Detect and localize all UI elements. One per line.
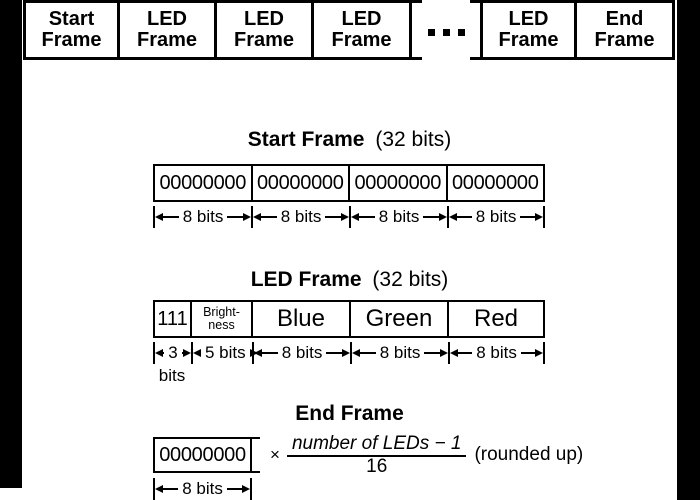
led-frame-blue-cell: Blue bbox=[253, 302, 351, 336]
arrowhead-right-icon bbox=[342, 349, 350, 357]
bit-width-label: 8 bits bbox=[182, 479, 223, 498]
frame-box-label: LED bbox=[147, 8, 187, 30]
start-frame-byte-2: 00000000 bbox=[253, 166, 351, 200]
arrowhead-left-icon bbox=[449, 213, 457, 221]
arrowhead-left-icon bbox=[155, 349, 163, 357]
dimension-arrow bbox=[448, 342, 545, 364]
arrowhead-left-icon bbox=[155, 213, 163, 221]
end-frame-bit-width-arrow bbox=[153, 478, 252, 500]
frame-box-label: Frame bbox=[498, 29, 559, 51]
frame-box-led-3 bbox=[311, 0, 412, 60]
start-frame-byte-4: 00000000 bbox=[451, 171, 539, 194]
arrowhead-left-icon bbox=[450, 349, 458, 357]
bit-width-label: 8 bits bbox=[476, 343, 517, 362]
bit-width-label: 8 bits bbox=[280, 207, 322, 226]
arrowhead-left-icon bbox=[253, 213, 261, 221]
arrowhead-left-icon bbox=[193, 349, 201, 357]
arrowhead-right-icon bbox=[242, 485, 250, 493]
arrowhead-right-icon bbox=[243, 213, 251, 221]
arrowhead-left-icon bbox=[254, 349, 262, 357]
end-frame-title-text: End Frame bbox=[295, 402, 404, 425]
start-frame-table bbox=[153, 164, 545, 202]
frame-box-label: LED bbox=[341, 8, 382, 30]
start-frame-byte-1: 00000000 bbox=[155, 166, 253, 200]
dimension-arrow bbox=[251, 206, 349, 228]
brightness-label: Bright- bbox=[203, 305, 240, 319]
led-frame-red-cell: Red bbox=[473, 305, 519, 332]
ellipsis-icon bbox=[422, 29, 470, 36]
led-frame-bit-width-arrows bbox=[153, 342, 545, 364]
frame-box-label: Frame bbox=[136, 29, 198, 51]
led-frame-title-text: LED Frame bbox=[250, 268, 362, 291]
frame-box-led-2 bbox=[214, 0, 314, 60]
dimension-arrow bbox=[153, 206, 251, 228]
frame-box-label: Frame bbox=[41, 29, 102, 51]
led-frame-title-bits: (32 bits) bbox=[372, 268, 449, 291]
frame-box-label: Frame bbox=[233, 29, 295, 51]
arrowhead-right-icon bbox=[535, 213, 543, 221]
led-frame-brightness-cell bbox=[192, 302, 253, 336]
letterbox-left-bar bbox=[0, 0, 22, 488]
start-frame-title-text: Start Frame bbox=[247, 128, 365, 151]
frame-box-label: LED bbox=[244, 8, 284, 30]
box-continuation-strip-top bbox=[252, 437, 260, 439]
bit-width-label: 5 bits bbox=[205, 343, 246, 362]
dimension-arrow bbox=[191, 342, 252, 364]
protocol-diagram bbox=[22, 0, 677, 500]
led-frame-title bbox=[22, 268, 677, 292]
arrowhead-left-icon bbox=[351, 213, 359, 221]
arrowhead-left-icon bbox=[352, 349, 360, 357]
fraction-denominator: 16 bbox=[366, 456, 388, 477]
fraction-numerator: number of LEDs − 1 bbox=[287, 434, 467, 457]
letterbox-right-bar bbox=[677, 0, 700, 500]
frame-box-led-1 bbox=[117, 0, 217, 60]
start-frame-bit-width-arrows bbox=[153, 206, 545, 228]
led-frame-green-cell: Green bbox=[351, 302, 449, 336]
led-frame-table bbox=[153, 300, 545, 338]
box-continuation-strip-bottom bbox=[252, 471, 260, 473]
arrowhead-right-icon bbox=[183, 349, 191, 357]
led-frame-start-bits-cell: 111 bbox=[155, 302, 192, 336]
frame-box-label: Frame bbox=[594, 29, 655, 51]
start-frame-title-bits: (32 bits) bbox=[375, 128, 452, 151]
multiply-sign: × bbox=[270, 445, 280, 464]
frame-sequence-row bbox=[22, 0, 677, 60]
bit-width-label: 8 bits bbox=[281, 343, 323, 362]
start-frame-title bbox=[22, 128, 677, 152]
brightness-label: ness bbox=[208, 318, 235, 332]
rounded-up-note: (rounded up) bbox=[474, 444, 584, 465]
row-continuation-strip-right bbox=[470, 0, 480, 60]
arrowhead-right-icon bbox=[341, 213, 349, 221]
frame-box-label: End bbox=[605, 8, 644, 30]
dimension-arrow bbox=[153, 342, 191, 364]
end-frame-byte-cell: 00000000 bbox=[153, 437, 252, 473]
arrowhead-left-icon bbox=[155, 485, 163, 493]
frame-box-start bbox=[23, 0, 120, 60]
bit-width-label: 8 bits bbox=[475, 207, 517, 226]
frame-box-label: Frame bbox=[331, 29, 392, 51]
bits-sub-label: bits bbox=[158, 366, 186, 385]
row-continuation-strip-left bbox=[412, 0, 422, 60]
bit-width-label: 8 bits bbox=[379, 343, 421, 362]
dimension-arrow bbox=[447, 206, 545, 228]
arrowhead-right-icon bbox=[535, 349, 543, 357]
bit-width-label: 8 bits bbox=[182, 207, 224, 226]
frame-box-label: LED bbox=[508, 8, 549, 30]
bit-width-label: 8 bits bbox=[378, 207, 420, 226]
end-frame-formula-row bbox=[153, 433, 584, 477]
arrowhead-right-icon bbox=[439, 213, 447, 221]
dimension-arrow bbox=[349, 206, 447, 228]
start-frame-byte-3: 00000000 bbox=[350, 166, 448, 200]
dimension-arrow bbox=[350, 342, 448, 364]
frame-box-end bbox=[574, 0, 675, 60]
end-frame-title bbox=[22, 402, 677, 426]
frame-box-label: Start bbox=[48, 8, 95, 30]
dimension-arrow bbox=[252, 342, 350, 364]
bit-width-label: 3 bbox=[168, 343, 178, 362]
frame-box-led-n bbox=[480, 0, 577, 60]
arrowhead-right-icon bbox=[440, 349, 448, 357]
dimension-arrow bbox=[153, 478, 252, 500]
led-count-fraction bbox=[287, 434, 467, 476]
